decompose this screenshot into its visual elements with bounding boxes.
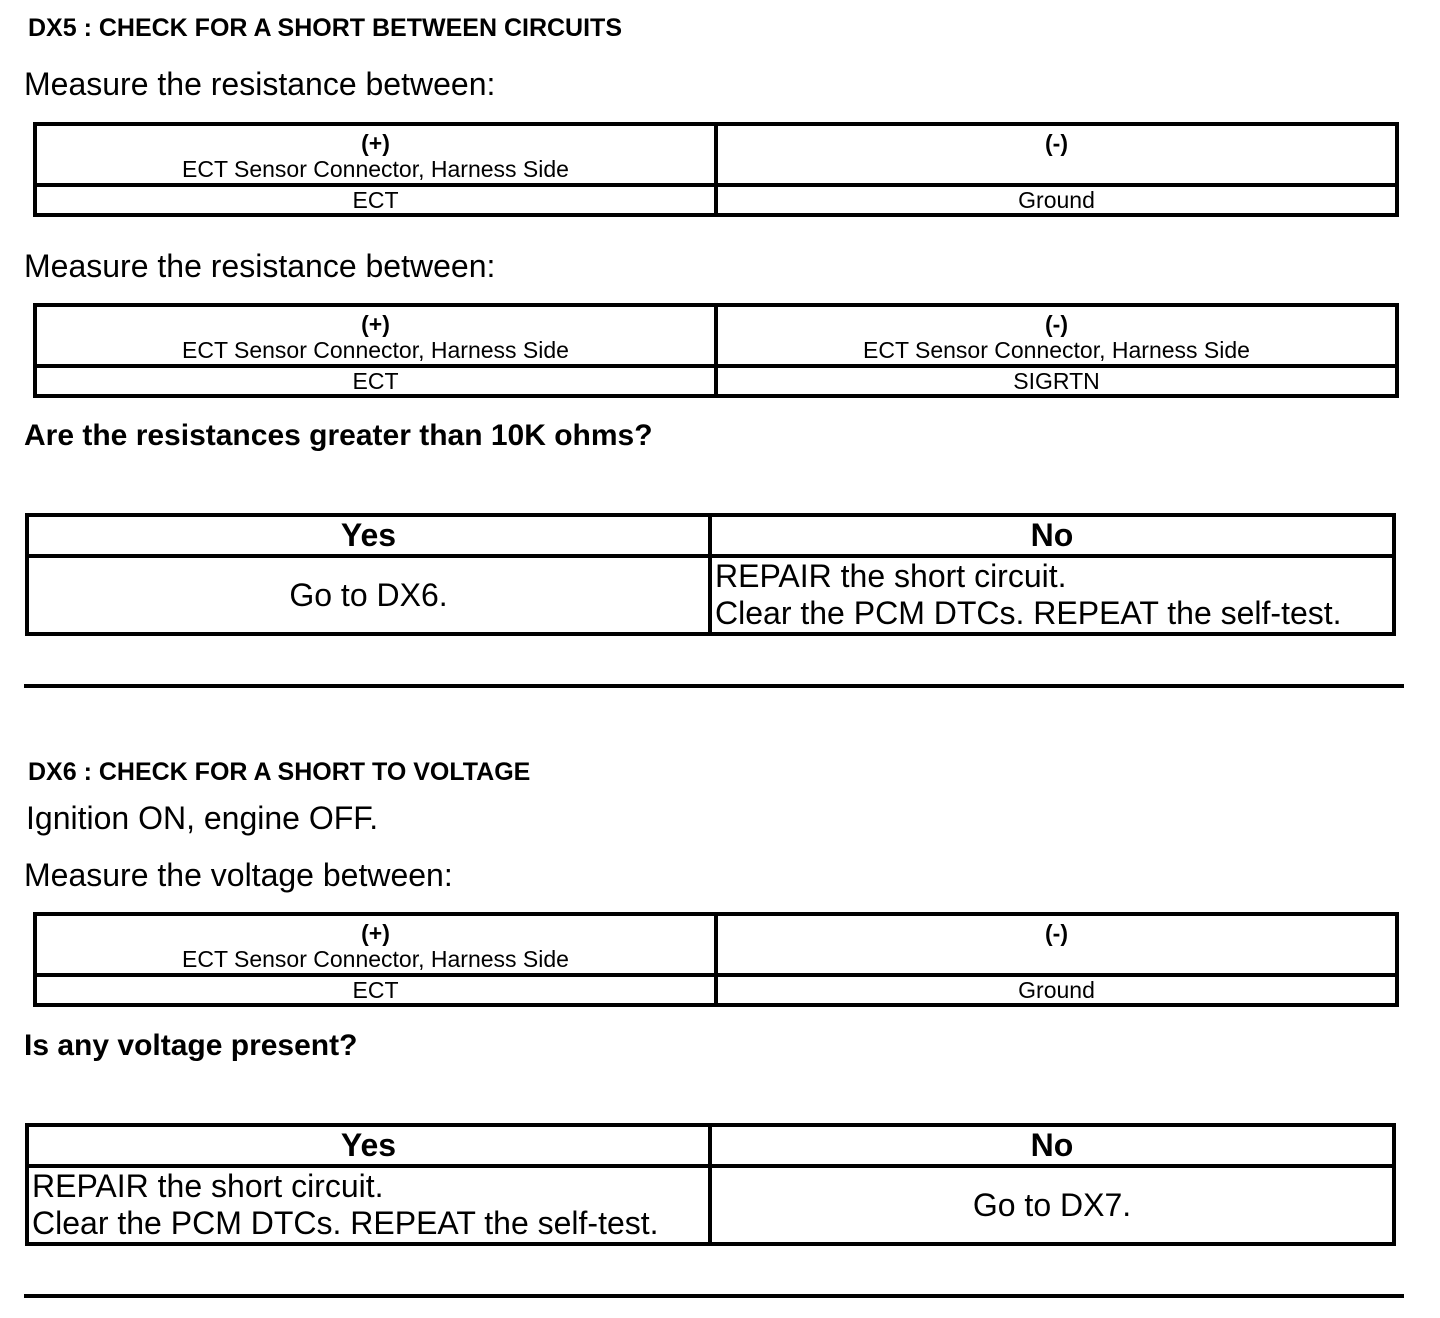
minus-value: Ground bbox=[716, 975, 1397, 1005]
minus-sign: (-) bbox=[1045, 130, 1068, 156]
plus-header-cell bbox=[35, 914, 716, 975]
yes-header: Yes bbox=[27, 515, 710, 556]
dx6-title: DX6 : CHECK FOR A SHORT TO VOLTAGE bbox=[28, 758, 531, 786]
plus-value: ECT bbox=[35, 185, 716, 215]
dx5-question: Are the resistances greater than 10K ohms? bbox=[24, 419, 653, 452]
yes-action bbox=[27, 1166, 710, 1244]
section-divider bbox=[24, 1294, 1404, 1298]
plus-header-cell bbox=[35, 124, 716, 185]
dx6-instruction-2: Measure the voltage between: bbox=[24, 857, 453, 893]
dx5-result-table bbox=[25, 513, 1396, 636]
plus-location: ECT Sensor Connector, Harness Side bbox=[182, 946, 569, 972]
no-action-line-2: Clear the PCM DTCs. REPEAT the self-test. bbox=[715, 595, 1342, 631]
no-action: Go to DX7. bbox=[710, 1166, 1394, 1244]
minus-sign: (-) bbox=[1045, 920, 1068, 946]
minus-header-cell bbox=[716, 124, 1397, 185]
minus-header-cell bbox=[716, 914, 1397, 975]
minus-location: ECT Sensor Connector, Harness Side bbox=[863, 337, 1250, 363]
minus-sign: (-) bbox=[1045, 311, 1068, 337]
no-header: No bbox=[710, 1125, 1394, 1166]
no-action-line-1: REPAIR the short circuit. bbox=[715, 558, 1067, 594]
yes-action: Go to DX6. bbox=[27, 556, 710, 634]
dx5-measurement-table-1 bbox=[33, 122, 1399, 217]
minus-header-cell bbox=[716, 305, 1397, 366]
plus-sign: (+) bbox=[361, 130, 390, 156]
dx5-instruction-2: Measure the resistance between: bbox=[24, 248, 496, 284]
plus-sign: (+) bbox=[361, 920, 390, 946]
no-action bbox=[710, 556, 1394, 634]
plus-header-cell bbox=[35, 305, 716, 366]
plus-value: ECT bbox=[35, 366, 716, 396]
yes-header: Yes bbox=[27, 1125, 710, 1166]
minus-value: Ground bbox=[716, 185, 1397, 215]
yes-action-line-2: Clear the PCM DTCs. REPEAT the self-test. bbox=[32, 1205, 659, 1241]
minus-value: SIGRTN bbox=[716, 366, 1397, 396]
plus-location: ECT Sensor Connector, Harness Side bbox=[182, 337, 569, 363]
dx6-question: Is any voltage present? bbox=[24, 1029, 358, 1062]
dx6-measurement-table bbox=[33, 912, 1399, 1007]
plus-location: ECT Sensor Connector, Harness Side bbox=[182, 156, 569, 182]
plus-value: ECT bbox=[35, 975, 716, 1005]
section-divider bbox=[24, 684, 1404, 688]
plus-sign: (+) bbox=[361, 311, 390, 337]
dx6-result-table bbox=[25, 1123, 1396, 1246]
dx5-title: DX5 : CHECK FOR A SHORT BETWEEN CIRCUITS bbox=[28, 14, 622, 42]
dx5-measurement-table-2 bbox=[33, 303, 1399, 398]
yes-action-line-1: REPAIR the short circuit. bbox=[32, 1168, 384, 1204]
no-header: No bbox=[710, 515, 1394, 556]
dx6-instruction-1: Ignition ON, engine OFF. bbox=[26, 800, 379, 836]
dx5-instruction-1: Measure the resistance between: bbox=[24, 66, 496, 102]
